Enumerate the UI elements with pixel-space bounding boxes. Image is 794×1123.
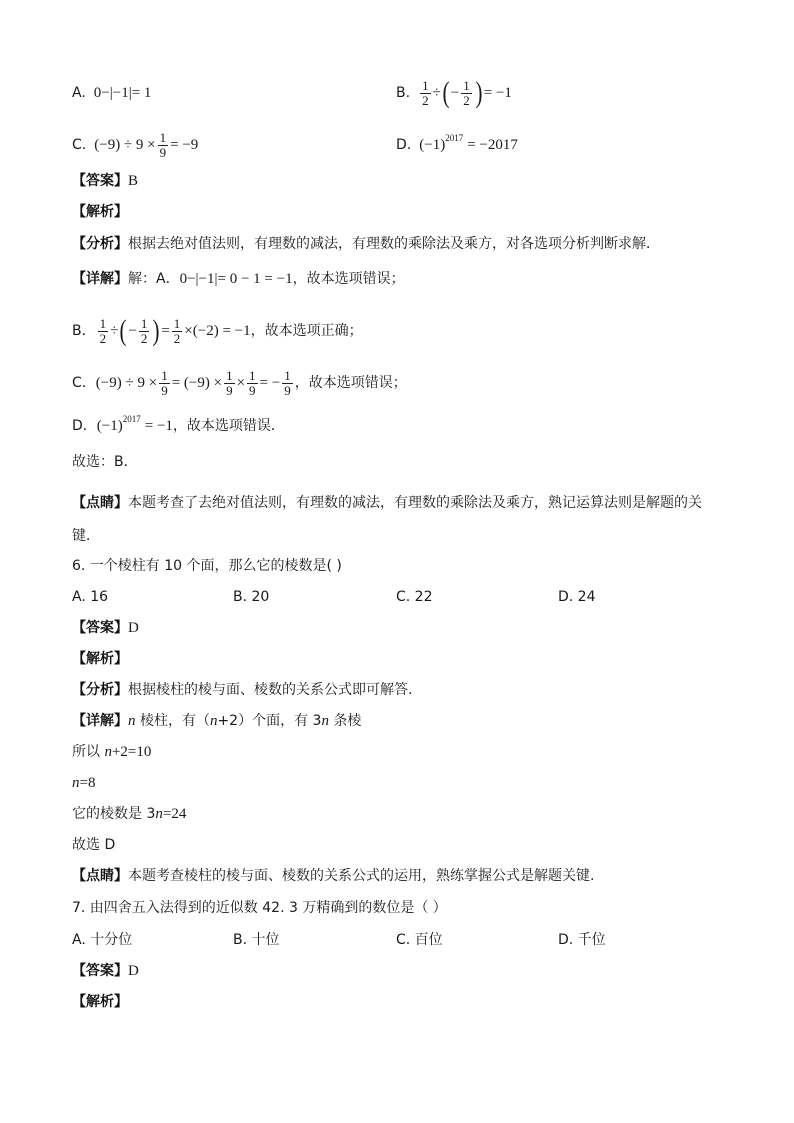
fraction: $\frac{1}{2}$ <box>173 315 181 346</box>
fraction: $\frac{1}{9}$ <box>284 367 291 398</box>
fraction: $\frac{1}{9}$ <box>249 367 256 398</box>
q5-answer <box>72 170 138 192</box>
q7-analysis-heading: 【解析】 <box>72 994 128 1010</box>
option-label: B. <box>396 85 411 101</box>
option-label: C. <box>72 137 87 153</box>
q5-analysis-heading: 【解析】 <box>72 204 128 220</box>
divide-sign: ÷ <box>432 85 441 101</box>
q5-detail-a: 【详解】解：A．0−|−1|= 0 − 1 = −1，故本选项错误； <box>72 271 405 287</box>
q7-option-d: D. 千位 <box>558 932 606 948</box>
option-rhs: = −9 <box>170 137 199 153</box>
q6-question: 6. 一个棱柱有 10 个面，那么它的棱数是( ) <box>72 558 342 574</box>
q5-option-c <box>72 124 198 166</box>
q6-analysis-heading: 【解析】 <box>72 651 128 667</box>
option-rhs: = −1 <box>483 85 512 101</box>
fraction: $\frac{1}{9}$ <box>161 367 168 398</box>
q5-comment-cont: 键． <box>72 528 100 544</box>
q7-option-c: C. 百位 <box>396 932 443 948</box>
q6-step-1: 所以 n+2=10 <box>72 744 152 760</box>
q6-option-c: C. 22 <box>396 589 433 605</box>
q5-option-b: B. $\frac{1}{2}$ ÷ ( − $\frac{1}{2}$ ) = −1 <box>396 76 512 109</box>
q5-option-a <box>72 82 151 104</box>
answer-value: B <box>128 173 139 189</box>
q6-fenxi: 【分析】根据棱柱的棱与面、棱数的关系公式即可解答. <box>72 682 413 698</box>
power-base: (−1) <box>419 137 446 153</box>
fraction: $\frac{1}{2}$ <box>140 315 148 346</box>
q6-answer: 【答案】D <box>72 620 139 636</box>
q6-step-2: n=8 <box>72 775 96 791</box>
q7-option-b: B. 十位 <box>233 932 280 948</box>
fraction: $\frac{1}{2}$ <box>463 77 470 108</box>
q5-detail-b: B． $\frac{1}{2}$ ÷ ( − $\frac{1}{2}$ ) = $\frac{1}{2}$ ×(−2) = −1 ，故本选项正确； <box>72 314 363 347</box>
q5-option-d <box>396 134 518 156</box>
q6-detail: 【详解】n 棱柱，有（n+2）个面，有 3n 条棱 <box>72 713 362 729</box>
fraction: $\frac{1}{9}$ <box>226 367 233 398</box>
q5-fenxi: 【分析】根据去绝对值法则，有理数的减法，有理数的乘除法及乘方，对各选项分析判断求解． <box>72 236 660 252</box>
option-label: A. <box>72 85 86 101</box>
option-label: D. <box>396 137 412 153</box>
q5-comment: 【点睛】本题考查了去绝对值法则，有理数的减法，有理数的乘除法及乘方，熟记运算法则是解题的关 <box>72 495 702 511</box>
q6-option-d: D. 24 <box>558 589 596 605</box>
option-rhs: = −2017 <box>467 137 518 153</box>
q7-option-a: A. 十分位 <box>72 932 133 948</box>
q6-option-a: A. 16 <box>72 589 109 605</box>
q6-option-b: B. 20 <box>233 589 270 605</box>
minus-sign: − <box>450 85 460 101</box>
option-expression: 0−|−1|= 1 <box>93 85 152 101</box>
answer-tag: 【答案】 <box>72 173 128 189</box>
option-expression: (−9) ÷ 9 × <box>94 137 156 153</box>
fraction: $\frac{1}{9}$ <box>159 129 167 160</box>
fraction: $\frac{1}{2}$ <box>99 315 107 346</box>
fraction: $\frac{1}{2}$ <box>422 77 429 108</box>
q5-detail-d: D． (−1) 2017 = −1 ，故本选项错误． <box>72 414 285 434</box>
q5-detail-c: C． (−9) ÷ 9 × $\frac{1}{9}$ = (−9) × $\frac{1}{9}$ × $\frac{1}{9}$ = − $\frac{1}{9}$ ，故本选项错误； <box>72 367 407 398</box>
q7-answer: 【答案】D <box>72 963 139 979</box>
power-exponent: 2017 <box>445 133 464 143</box>
q7-question: 7. 由四舍五入法得到的近似数 42. 3 万精确到的数位是（ ） <box>72 900 447 916</box>
q6-comment: 【点睛】本题考查棱柱的棱与面、棱数的关系公式的运用，熟练掌握公式是解题关键. <box>72 868 595 884</box>
q5-choose: 故选：B． <box>72 454 138 470</box>
q6-step-3: 它的棱数是 3n=24 <box>72 806 187 822</box>
q6-choose: 故选 D <box>72 837 116 853</box>
